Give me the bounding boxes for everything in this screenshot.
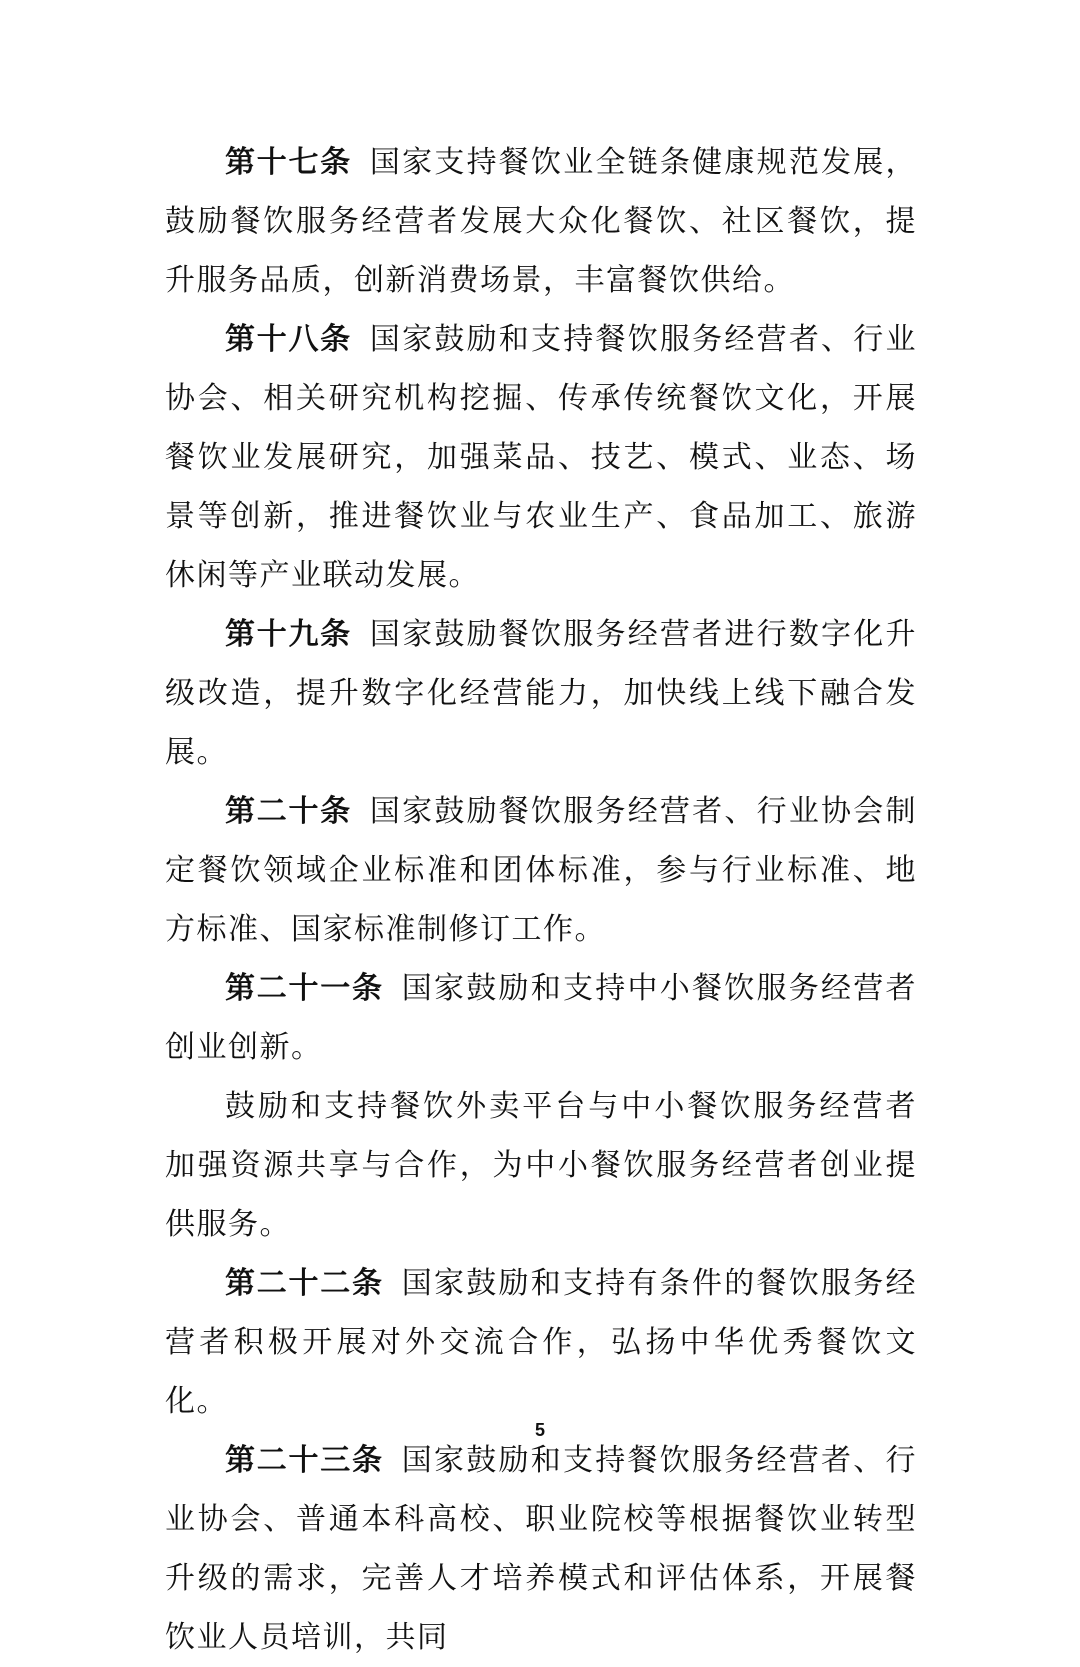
article-heading: 第十八条	[225, 322, 352, 357]
article-20	[165, 782, 917, 959]
article-text: 国家支持餐饮业全链条健康规范发展，鼓励餐饮服务经营者发展大众化餐饮、社区餐饮，提升服务品质，创新消费场景，丰富餐饮供给。	[165, 145, 918, 298]
article-text: 国家鼓励和支持餐饮服务经营者、行业协会、相关研究机构挖掘、传承传统餐饮文化，开展餐饮业发展研究，加强菜品、技艺、模式、业态、场景等创新，推进餐饮业与农业生产、食品加工、旅游休闲等产业联动发展。	[165, 322, 918, 593]
article-19	[165, 605, 917, 782]
article-heading: 第二十二条	[225, 1266, 384, 1301]
article-22	[165, 1254, 917, 1431]
article-21	[165, 959, 917, 1077]
article-heading: 第二十条	[225, 794, 352, 829]
article-heading: 第十九条	[225, 617, 352, 652]
article-21-paragraph-2	[165, 1077, 917, 1254]
page-number: 5	[534, 1420, 545, 1440]
article-heading: 第十七条	[225, 145, 352, 180]
article-text: 国家鼓励和支持中小餐饮服务经营者创业创新。	[165, 971, 917, 1065]
article-18	[165, 310, 917, 605]
article-text: 国家鼓励和支持餐饮服务经营者、行业协会、普通本科高校、职业院校等根据餐饮业转型升级的需求，完善人才培养模式和评估体系，开展餐饮业人员培训，共同	[165, 1443, 917, 1655]
article-text: 国家鼓励餐饮服务经营者、行业协会制定餐饮领域企业标准和团体标准，参与行业标准、地方标准、国家标准制修订工作。	[165, 794, 918, 947]
article-heading: 第二十一条	[225, 971, 384, 1006]
article-text: 国家鼓励和支持有条件的餐饮服务经营者积极开展对外交流合作，弘扬中华优秀餐饮文化。	[165, 1266, 917, 1419]
paragraph-text: 鼓励和支持餐饮外卖平台与中小餐饮服务经营者加强资源共享与合作，为中小餐饮服务经营者创业提供服务。	[165, 1089, 917, 1242]
article-23	[165, 1431, 917, 1667]
article-17	[165, 133, 917, 310]
article-text: 国家鼓励餐饮服务经营者进行数字化升级改造，提升数字化经营能力，加快线上线下融合发展。	[165, 617, 918, 770]
article-heading: 第二十三条	[225, 1443, 384, 1478]
